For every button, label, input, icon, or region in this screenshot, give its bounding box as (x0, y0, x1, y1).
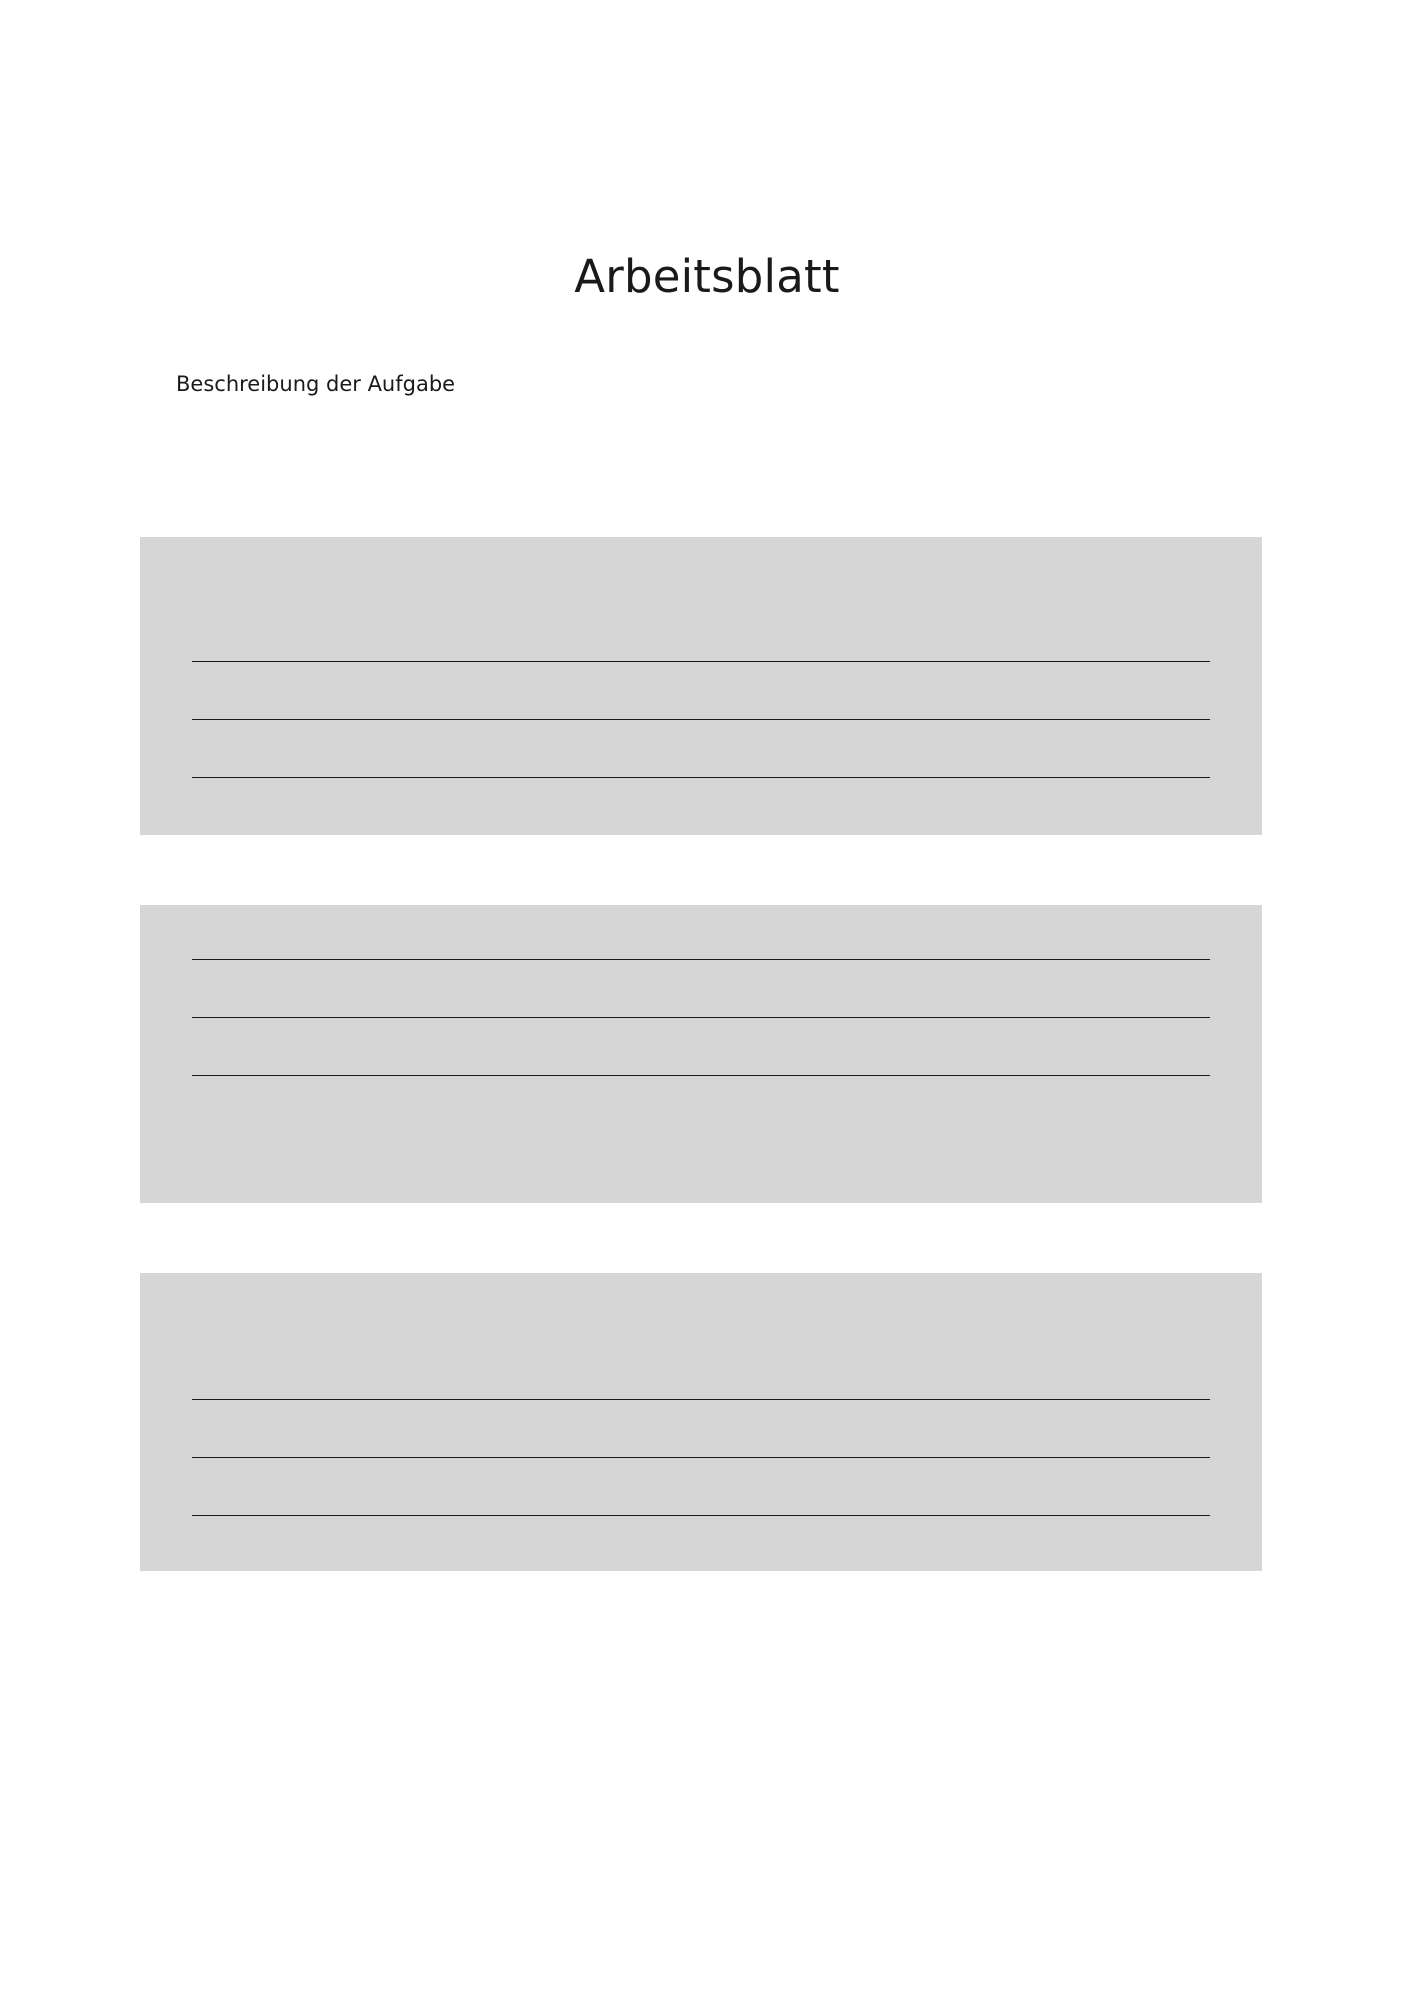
page-title: Arbeitsblatt (574, 250, 840, 304)
writing-line[interactable] (192, 1515, 1210, 1516)
writing-line[interactable] (192, 1017, 1210, 1018)
writing-line[interactable] (192, 777, 1210, 778)
answer-block-3[interactable] (140, 1273, 1262, 1571)
writing-line[interactable] (192, 959, 1210, 960)
writing-line[interactable] (192, 1075, 1210, 1076)
writing-line[interactable] (192, 1457, 1210, 1458)
answer-block-1[interactable] (140, 537, 1262, 835)
writing-line[interactable] (192, 661, 1210, 662)
writing-line[interactable] (192, 1399, 1210, 1400)
answer-block-2[interactable] (140, 905, 1262, 1203)
writing-line[interactable] (192, 719, 1210, 720)
task-description-label: Beschreibung der Aufgabe (176, 372, 456, 396)
